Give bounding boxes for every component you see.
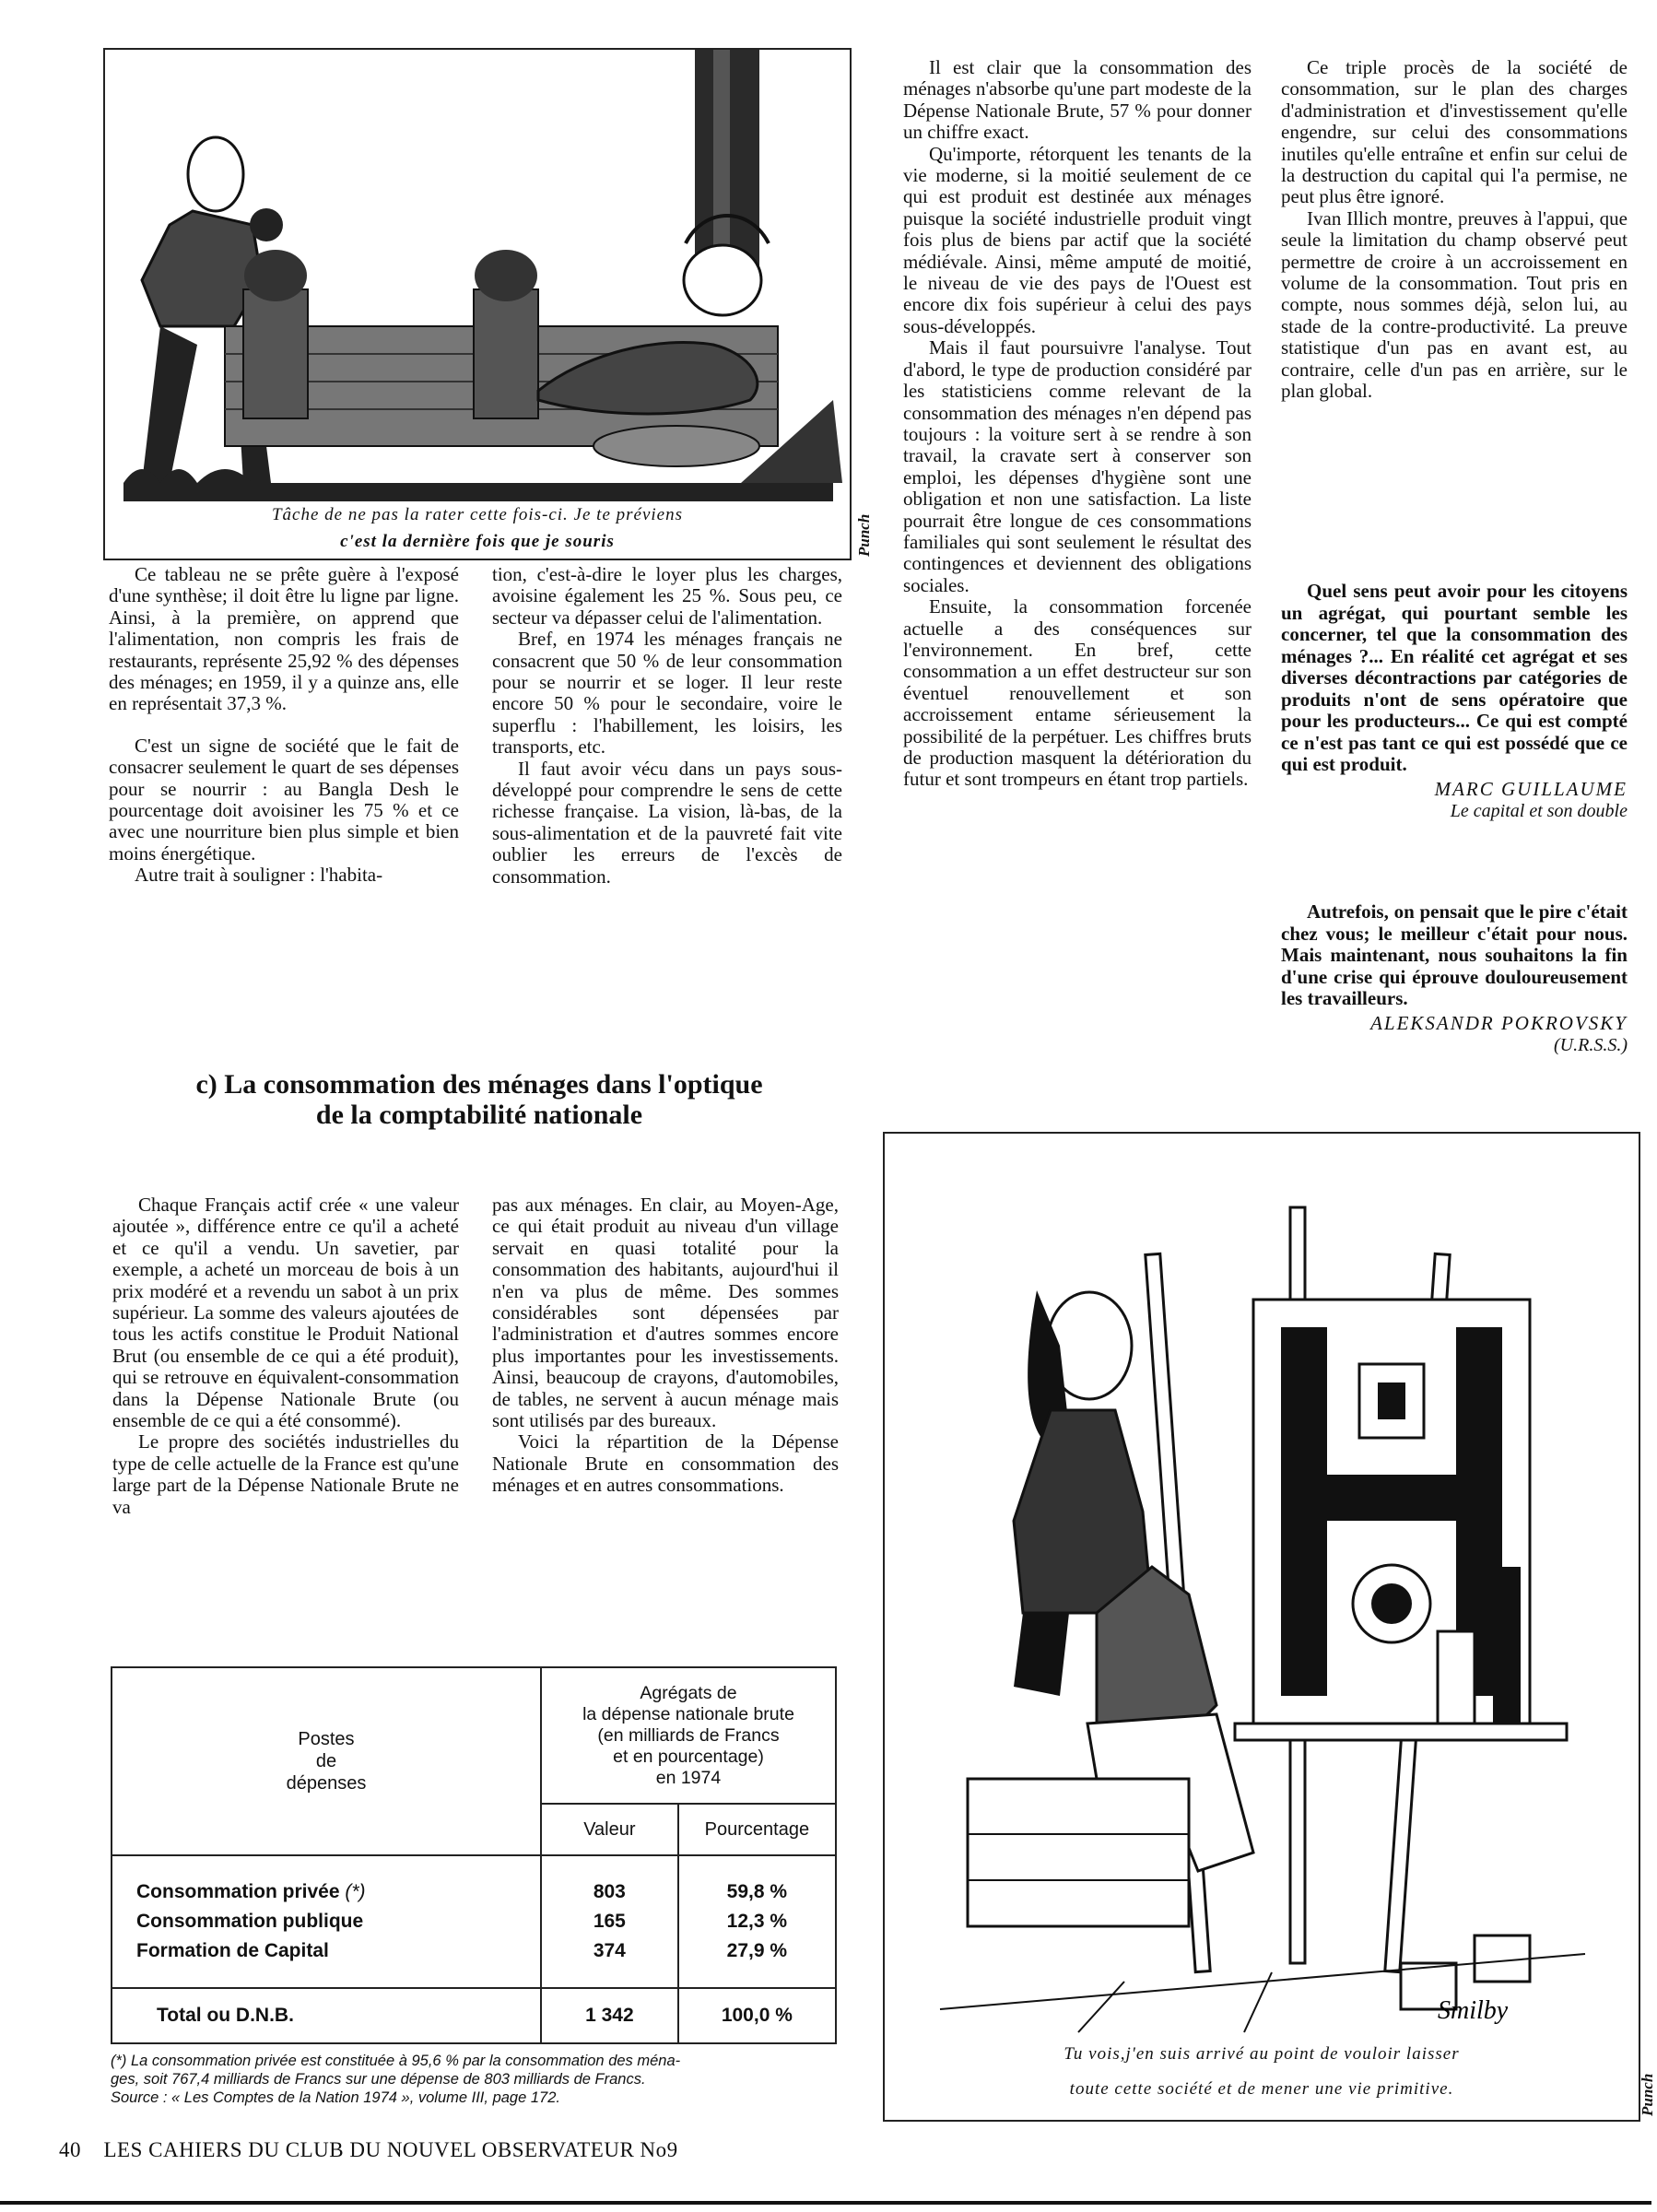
quote-source: Le capital et son double [1450,800,1628,821]
quote-text: Quel sens peut avoir pour les citoyens un agrégat, qui pourtant semble les concerner, tel que la consommation des ménages ?... En réalité cet agrégat et ses diverses décontractions par catégories de produits n'ont de sens opératoire que pour les producteurs... Ce qui est compté ce n'est pas tant ce qui est possédé que ce qui est produit. [1281,580,1628,775]
cartoon-painter-illustration [885,1134,1639,2037]
paragraph: Le propre des sociétés industrielles du type de celle actuelle de la France est qu'une large part de la Dépense Nationale Brute ne va [112,1430,459,1518]
page-footer [59,2138,888,2162]
quote-author: MARC GUILLAUME [1434,777,1628,800]
quote-guillaume [1281,581,1628,822]
table-total-label: Total ou D.N.B. [112,1988,541,2043]
table-footnote [111,2052,848,2107]
cartoon-photographer-illustration [105,50,850,501]
table-col-header-pourcentage: Pourcentage [678,1804,836,1855]
column-upper-3 [903,57,1252,791]
quote-source: (U.R.S.S.) [1554,1034,1628,1055]
section-heading [111,1069,848,1130]
table-total-valeur: 1 342 [541,1988,678,2043]
table-col-header-valeur: Valeur [541,1804,678,1855]
table-cell-valeur: 803 [593,1881,626,1902]
table-cell-pct: 12,3 % [726,1911,788,1932]
table-pct-cells [678,1855,836,1988]
quote-author: ALEKSANDR POKROVSKY [1370,1011,1628,1034]
table-total-pct: 100,0 % [678,1988,836,2043]
column-upper-2 [492,564,842,888]
paragraph: pas aux ménages. En clair, au Moyen-Age, ce qui était produit au niveau d'un village servait en quasi totalité pour la consommation des habitants, aujourd'hui il n'en va plus de même. Des sommes considérables sont dépensées par l'administration et d'autres sommes encore plus importantes pour les investissements. Ainsi, beaucoup de crayons, d'automobiles, de tables, ne servent à aucun ménage mais sont utilisés par des bureaux. [492,1194,839,1432]
publication-name: LES CAHIERS DU CLUB DU NOUVEL OBSERVATEUR No9 [103,2138,678,2161]
paragraph: tion, c'est-à-dire le loyer plus les charges, avoisine également les 25 %. Sous peu, ce secteur va dépasser celui de l'alimentation. [492,563,842,629]
page-number: 40 [59,2138,81,2161]
table-row-labels [112,1855,541,1988]
footnote-line: Source : « Les Comptes de la Nation 1974 », volume III, page 172. [111,2089,560,2106]
paragraph: Autre trait à souligner : l'habita- [135,864,383,887]
cartoon-bottom-right [883,1132,1640,2122]
section-title-line1: c) La consommation des ménages dans l'optique [195,1069,763,1100]
paragraph: Ce tableau ne se prête guère à l'exposé d'une synthèse; il doit être lu ligne par ligne. Ainsi, à la première, on apprend que l'alimentation, non compris les frais de restaurants, représente 25,92 % des dépenses des ménages; en 1959, il y a quinze ans, elle en représentait 37,3 %. [109,563,459,715]
paragraph: Qu'importe, rétorquent les tenants de la vie moderne, si la moitié seulement de ce qui est produit est destinée aux ménages puisque la société industrielle produit vingt fois plus de biens par actif que la société médiévale. Ainsi, même amputé de moitié, le niveau de vie des pays de l'Ouest est encore dix fois supérieur à celui des pays sous-développés. [903,142,1252,337]
column-lower-2 [492,1194,839,1497]
table-cell-valeur: 374 [593,1940,626,1961]
paragraph: Il est clair que la consommation des ménages n'absorbe qu'une part modeste de la Dépense Nationale Brute, 57 % pour donner un chiffre exact. [903,56,1252,144]
expenditure-table [111,1666,837,2044]
column-upper-1 [109,564,459,887]
paragraph: C'est un signe de société que le fait de consacrer seulement le quart de ses dépenses pour se nourrir : au Bangla Desh le pourcentage doit avoisiner les 75 % et ce avec une nourriture bien plus simple et bien moins énergétique. [109,734,459,865]
table-cell-valeur: 165 [593,1911,626,1932]
paragraph: Voici la répartition de la Dépense Nationale Brute en consommation des ménages et en autres consommations. [492,1430,839,1497]
quote-text: Autrefois, on pensait que le pire c'était chez vous; le meilleur c'était pour nous. Mais maintenant, nous souhaitons la fin d'une crise qui éprouve douloureusement les travailleurs. [1281,900,1628,1009]
table-valeur-cells [541,1855,678,1988]
cartoon-caption-line1: Tu vois,j'en suis arrivé au point de vouloir laisser [1064,2044,1460,2064]
cartoon-caption-line1: Tâche de ne pas la rater cette fois-ci. Je te préviens [271,505,683,524]
bottom-rule [0,2201,1651,2205]
paragraph: Chaque Français actif crée « une valeur ajoutée », différence entre ce qu'il a acheté et ce qu'il a vendu. Un savetier, par exemple, a acheté un morceau de bois à un prix modéré et a revendu un sabot à un prix supérieur. La somme des valeurs ajoutées de tous les actifs constitue le Produit National Brut (ou ensemble de ce qui a été produit), qui se retrouve en équivalent-consommation dans la Dépense Nationale Brute (ou ensemble de ce qui a été consommé). [112,1194,459,1432]
footnote-line: (*) La consommation privée est constituée à 95,6 % par la consommation des ména- [111,2053,681,2069]
table-cell-pct: 27,9 % [726,1940,788,1961]
table-cell-pct: 59,8 % [726,1881,788,1902]
table-group-header: Agrégats de la dépense nationale brute (en milliards de Francs et en pourcentage) en 1974 [541,1667,836,1804]
column-upper-4 [1281,57,1628,403]
cartoon-caption-line2: c'est la dernière fois que je souris [340,532,615,551]
table-row-label: Consommation publique [136,1911,364,1932]
paragraph: Il faut avoir vécu dans un pays sous-développé pour comprendre le sens de cette richesse française. La vision, là-bas, de la sous-alimentation et de la pauvreté fait vite oublier les erreurs de l'excès de consommation. [492,757,842,888]
cartoon-credit: Punch [855,513,873,557]
paragraph: Ce triple procès de la société de consommation, sur le plan des charges d'administration et d'investissement qu'elle engendre, sur celui des consommations inutiles qu'elle entraîne et enfin sur celui de la destruction du capital qui l'a permise, ne peut plus être ignoré. [1281,56,1628,208]
cartoon-top-left [103,48,852,560]
table-row-label: Formation de Capital [136,1940,329,1961]
quote-pokrovsky [1281,901,1628,1056]
cartoon-signature: Smilby [1438,1996,1509,2025]
table-row-label: Consommation privée (*) [136,1881,366,1902]
paragraph: Bref, en 1974 les ménages français ne consacrent que 50 % de leur consommation pour se nourrir et se loger. Il leur reste encore 50 % pour le secondaire, voire le superflu : l'habillement, les loisirs, les transports, etc. [492,628,842,759]
column-lower-1 [112,1194,459,1518]
cartoon-caption-line2: toute cette société et de mener une vie primitive. [1069,2079,1454,2099]
footnote-line: ges, soit 767,4 milliards de Francs sur une dépense de 803 milliards de Francs. [111,2071,646,2088]
table-corner-label: Postes de dépenses [112,1667,541,1855]
paragraph: Ivan Illich montre, preuves à l'appui, que seule la limitation du champ observé peut permettre de croire à un accroissement en volume de la consommation. Tout pris en compte, nous sommes déjà, selon lui, au stade de la contre-productivité. La preuve statistique d'un pas en avant est, au contraire, celle d'un pas en arrière, sur le plan global. [1281,206,1628,403]
section-title-line2: de la comptabilité nationale [315,1100,643,1130]
cartoon-credit: Punch [1639,2073,1656,2116]
paragraph: Mais il faut poursuivre l'analyse. Tout d'abord, le type de production considéré par les statisticiens comme relevant de la consommation des ménages n'en dépend pas toujours : la voiture sert à se rendre à son travail, la cravate sert à conserver son emploi, les dépenses d'hygiène sont une obligation et non une satisfaction. La liste pourrait être longue de ces consommations familiales qui sont seulement le résultat des contingences et deviennent des obligations sociales. [903,336,1252,596]
paragraph: Ensuite, la consommation forcenée actuelle a des conséquences sur l'environnement. En bref, cette consommation a un effet destructeur sur son éventuel renouvellement et son accroissement entame sérieusement la possibilité de la perpétuer. Les chiffres bruts de production masquent la détérioration du futur et sont trompeurs en étant trop partiels. [903,595,1252,791]
